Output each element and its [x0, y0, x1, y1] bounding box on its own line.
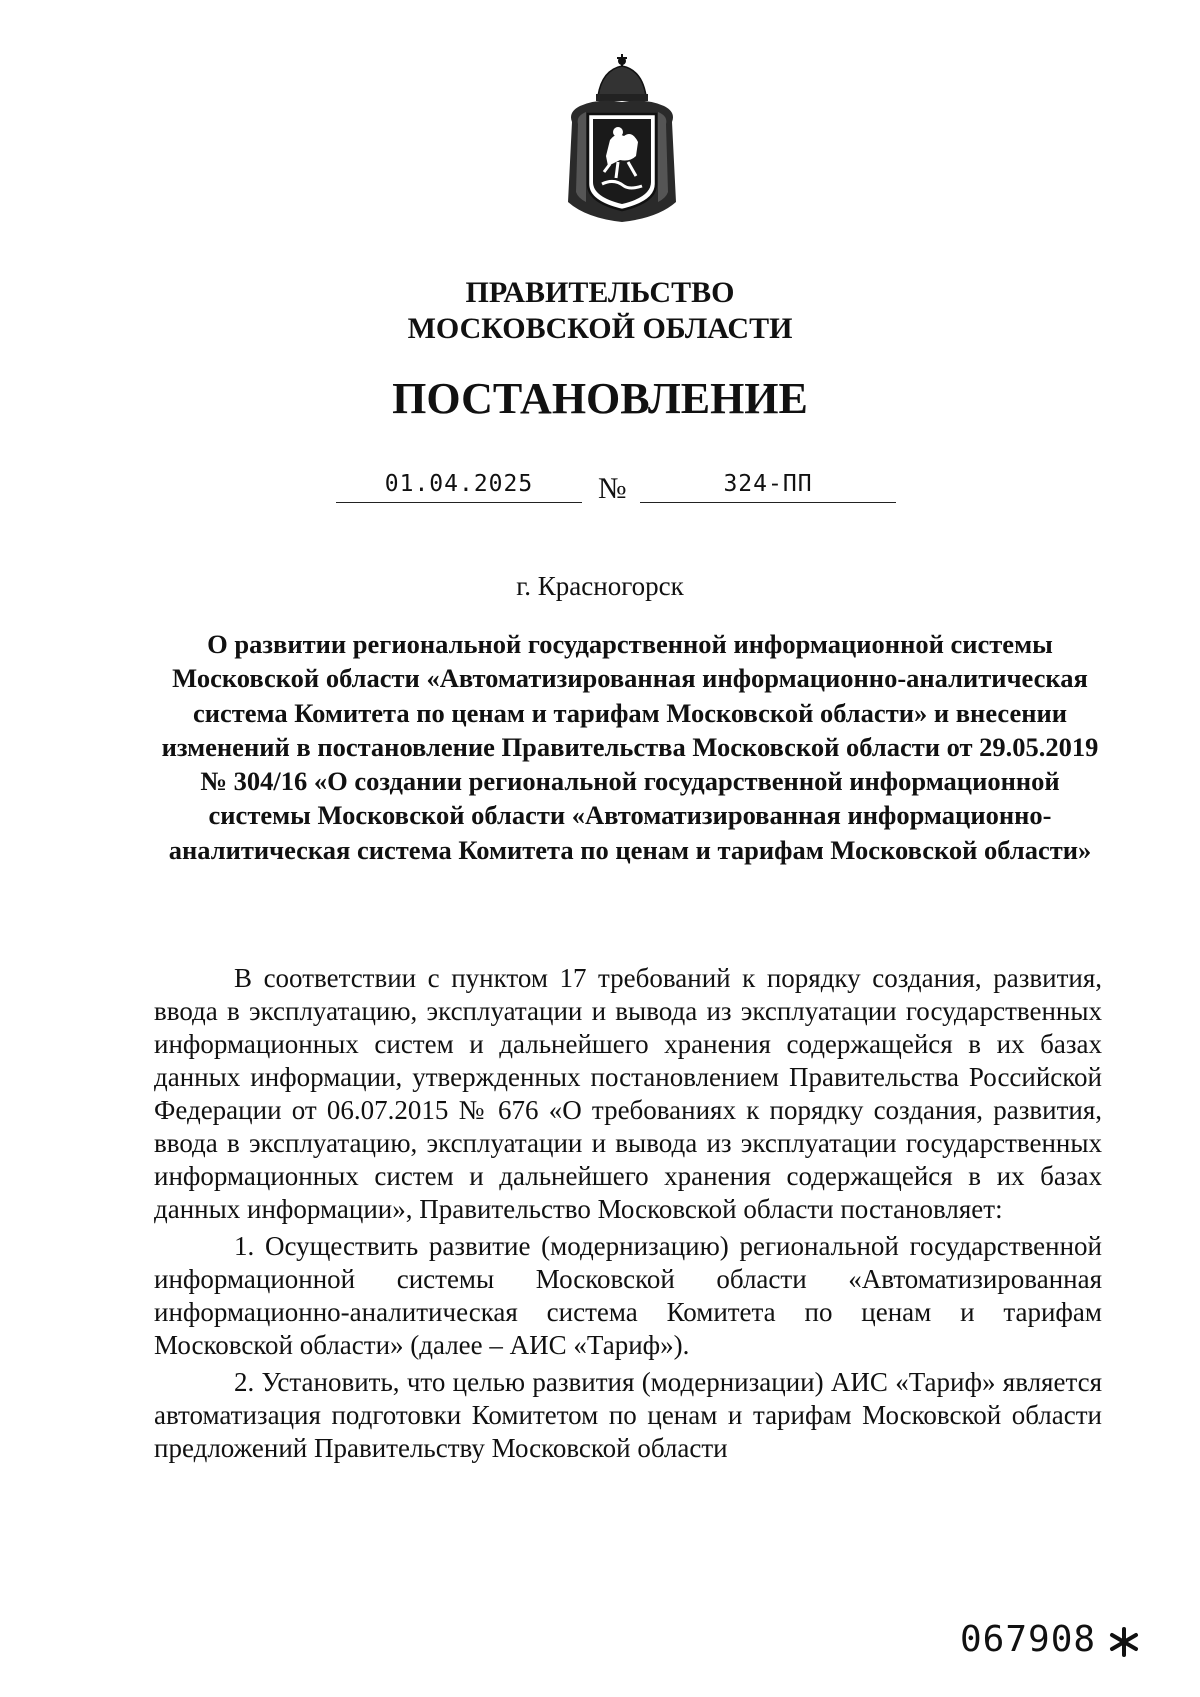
- document-city: г. Красногорск: [516, 571, 684, 601]
- preamble-paragraph: В соответствии с пунктом 17 требований к порядку создания, развития, ввода в эксплуатацию, эксплуатации и вывода из эксплуатации государственных информационных систем и дальнейшего хранения содержащейся в их базах данных информации, утвержденных постановлением Правительства Российской Федерации от 06.07.2015 № 676 «О требованиях к порядку создания, развития, ввода в эксплуатацию, эксплуатации и вывода из эксплуатации государственных информационных систем и дальнейшего хранения содержащейся в их базах данных информации», Правительство Московской области постановляет:: [154, 963, 1102, 1224]
- document-number: 324-ПП: [640, 470, 896, 503]
- government-line-2: МОСКОВСКОЙ ОБЛАСТИ: [407, 312, 793, 345]
- stamp-number: 067908: [960, 1619, 1097, 1660]
- date-number-row: [0, 470, 1200, 510]
- coat-of-arms-icon: [558, 52, 686, 224]
- number-sign: №: [598, 472, 627, 505]
- government-name: [0, 275, 1200, 347]
- document-body: [154, 962, 1102, 1465]
- item-1-paragraph: 1. Осуществить развитие (модернизацию) региональной государственной информационной системы Московской области «Автоматизированная информационно-аналитическая система Комитета по ценам и тарифам Московской области» (далее – АИС «Тариф»).: [154, 1231, 1102, 1360]
- document-date: 01.04.2025: [336, 470, 582, 503]
- document-title: О развитии региональной государственной информационной системы Московской области «Автоматизированная информационно-аналитическая система Комитета по ценам и тарифам Московской области» и внесении изменений в постановление Правительства Московской области от 29.05.2019 № 304/16 «О создании региональной государственной информационной системы Московской области «Автоматизированная информационно-аналитическая система Комитета по ценам и тарифам Московской области»: [161, 629, 1099, 865]
- item-2-paragraph: 2. Установить, что целью развития (модернизации) АИС «Тариф» является автоматизация подготовки Комитетом по ценам и тарифам Московской области предложений Правительству Московской области: [154, 1367, 1102, 1463]
- asterisk-icon: [1108, 1626, 1140, 1658]
- document-type: ПОСТАНОВЛЕНИЕ: [392, 374, 808, 423]
- government-line-1: ПРАВИТЕЛЬСТВО: [465, 276, 735, 309]
